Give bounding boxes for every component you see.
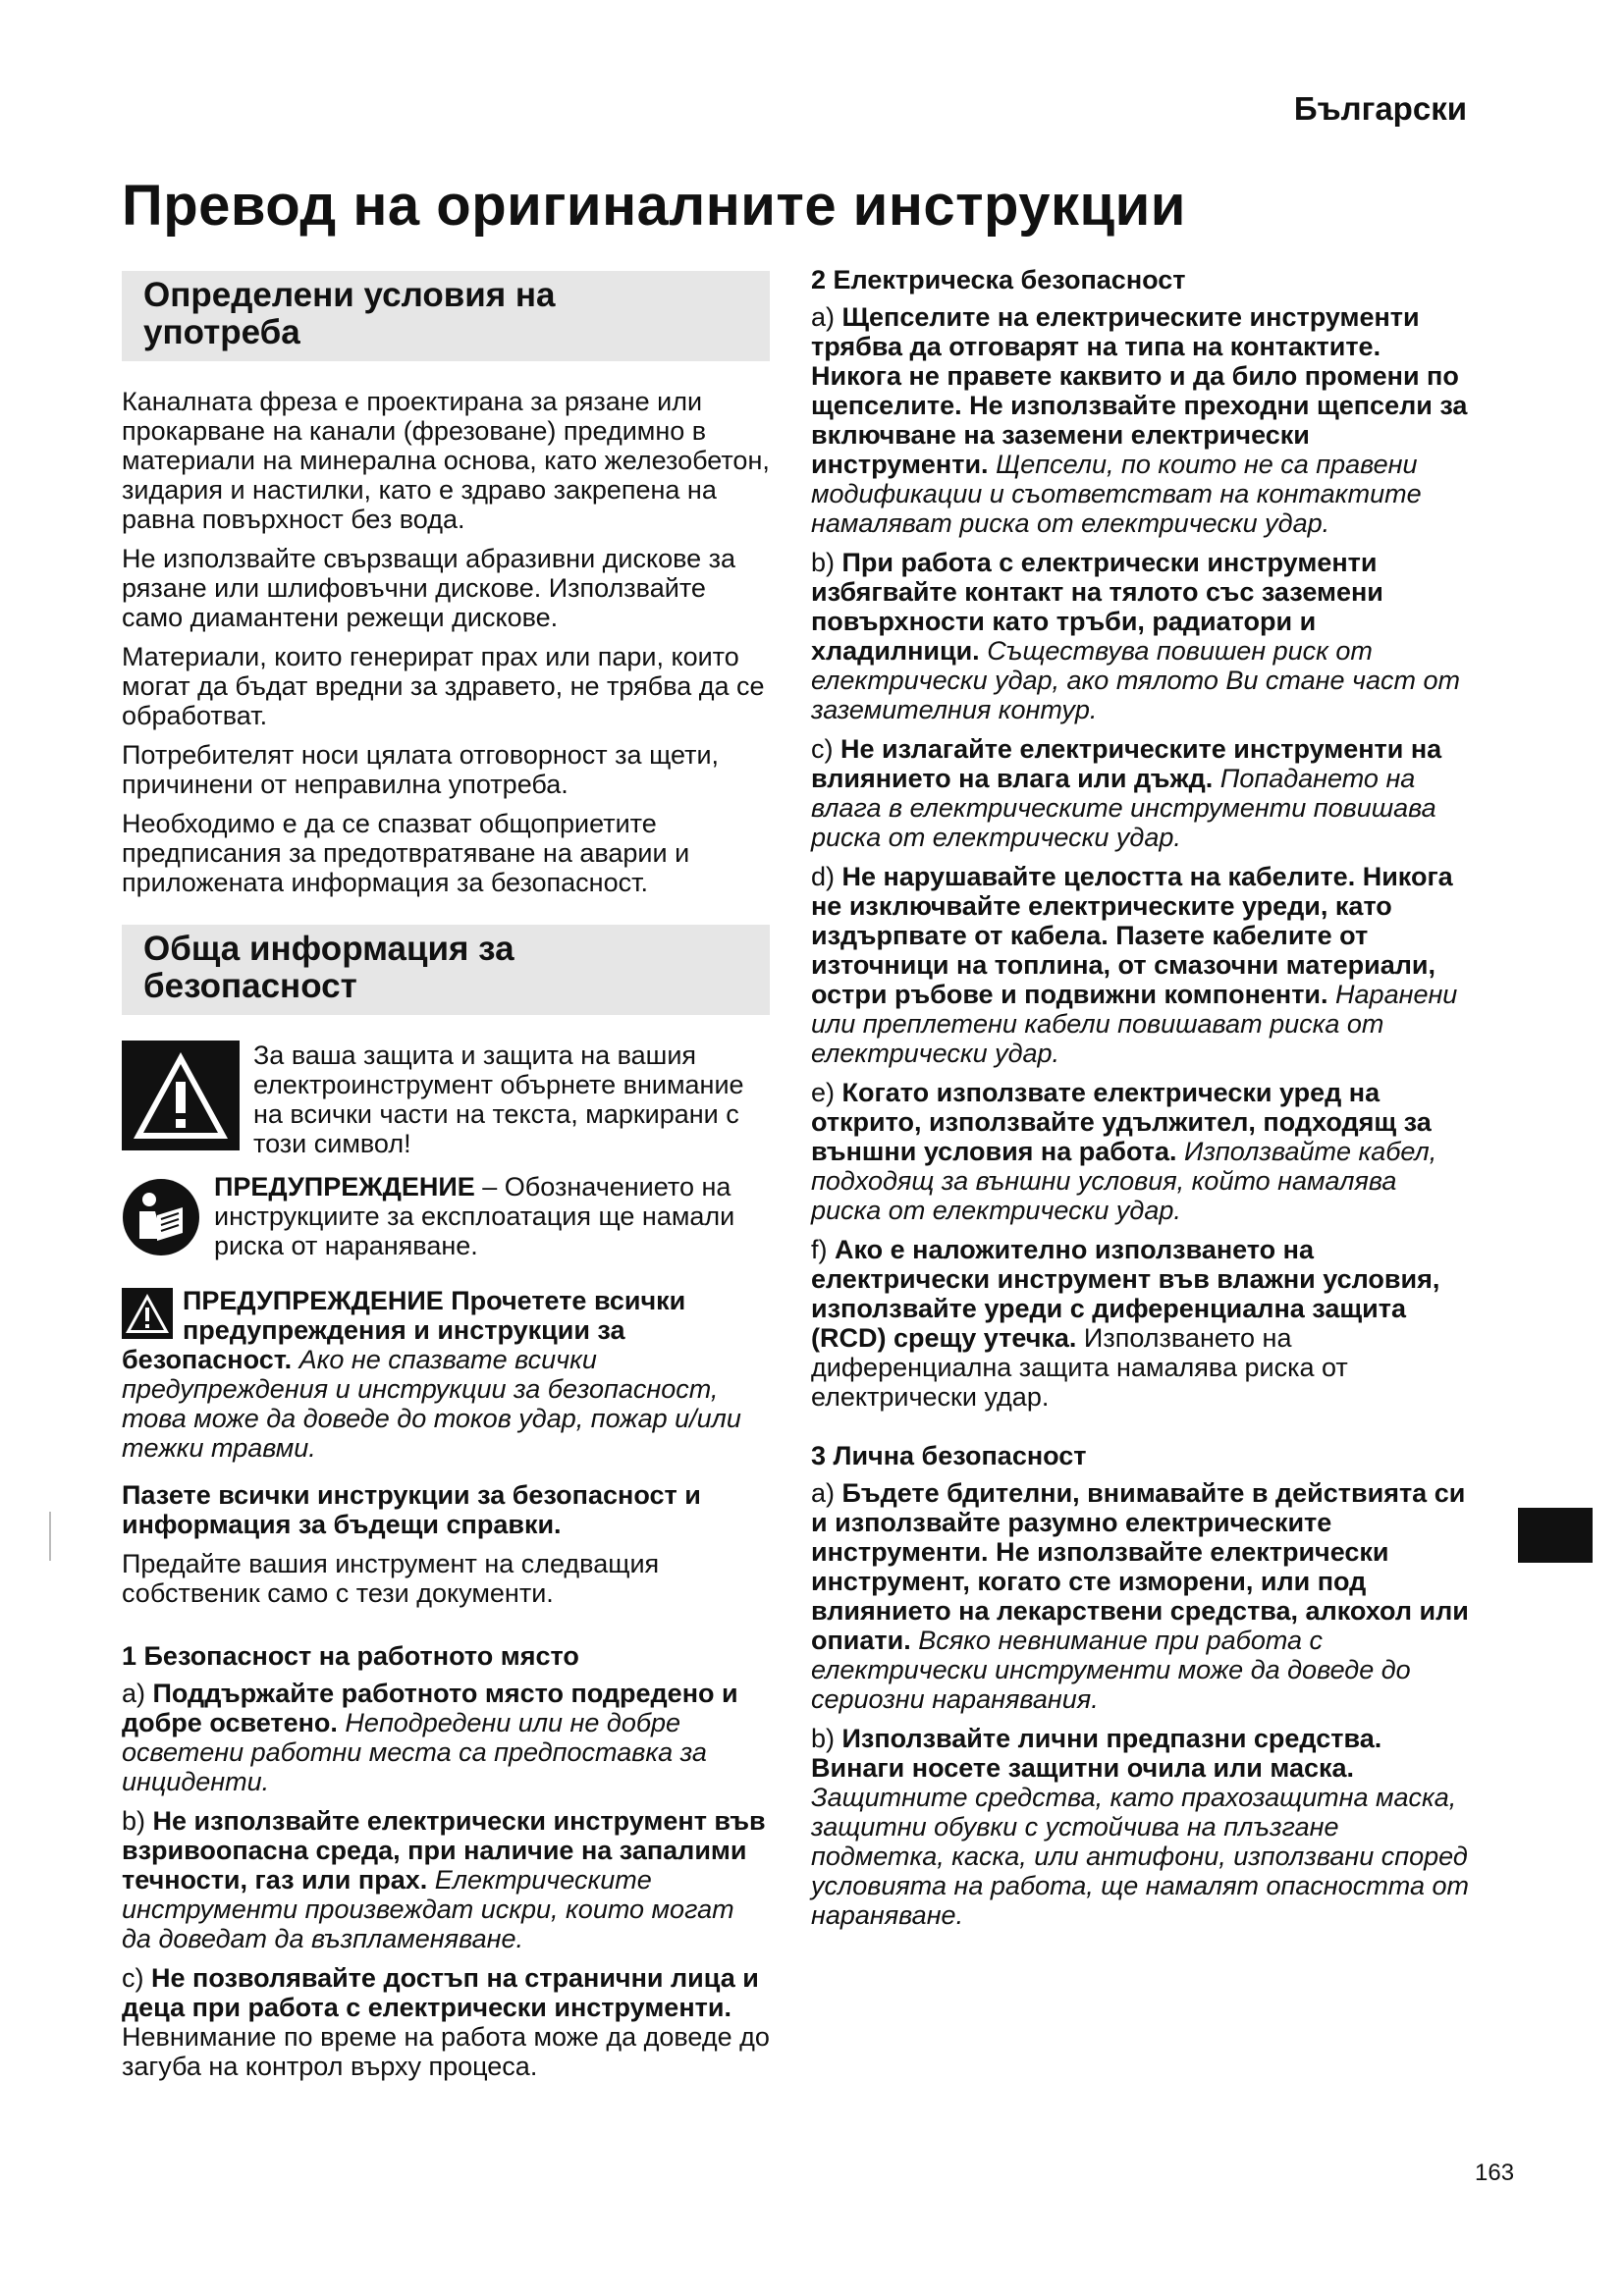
paragraph: Потребителят носи цялата отговорност за щети, причинени от неправилна употреба. — [122, 740, 720, 799]
list-item: a) Бъдете бдителни, внимавайте в действията си и използвайте разумно електрическите инструменти. Не използвайте електрически инструмент, когато сте изморени, или под влиянието на лекарствени средства, алкохол или опиати. Всяко невнимание при работа с електрически инструменти може да доведе до сериозни наранявания. — [811, 1478, 1469, 1714]
symbol-explanation: За ваша защита и защита на вашия електроинструмент обърнете внимание на всички части на текста, маркирани с този символ! — [253, 1041, 744, 1158]
general-safety-heading: Обща информация за безопасност — [143, 930, 514, 1005]
list-item: a) Щепселите на електрическите инструменти трябва да отговарят на типа на контактите. Никога не правете каквито и да било промени по щепселите. Не използвайте преходни щепсели за включване на заземени електрически инструменти. Щепсели, по които не са правени модификации и съответстват на контактите намаляват риска от електрически удар. — [811, 302, 1468, 538]
list-item: a) Поддържайте работното място подредено и добре осветено. Неподредени или не добре осветени работни места са предпоставка за инциденти. — [122, 1679, 738, 1796]
warning-triangle-icon — [122, 1288, 173, 1339]
language-label: Български — [1293, 90, 1467, 127]
section-tab-marker — [1518, 1508, 1593, 1563]
paragraph: Материали, които генерират прах или пари, които могат да бъдат вредни за здравето, не трябва да се обработват. — [122, 642, 765, 730]
list-item: b) При работа с електрически инструменти избягвайте контакт на тялото със заземени повърхности като тръби, радиатори и хладилници. Съществува повишен риск от електрически удар, ако тялото Ви стане част от заземителния контур. — [811, 548, 1460, 724]
electrical-heading: 2 Електрическа безопасност — [811, 265, 1186, 294]
warning-symbol-row — [122, 1041, 770, 1158]
paragraph: Не използвайте свързващи абразивни дискове за рязане или шлифовъчни дискове. Използвайте само диамантени режещи дискове. — [122, 544, 736, 632]
paragraph: Предайте вашия инструмент на следващия собственик само с тези документи. — [122, 1549, 660, 1608]
margin-mark — [49, 1512, 51, 1561]
list-item: f) Ако е наложително използването на електрически инструмент във влажни условия, използвайте уреди с диференциална защита (RCD) срещу утечка. Използването на диференциална защита намалява риска от електрически удар. — [811, 1235, 1440, 1412]
general-warning: ПРЕДУПРЕЖДЕНИЕ Прочетете всички предупреждения и инструкции за безопасност. Ако не спазвате всички предупреждения и инструкции за безопасност, това може да доведе до токов удар, пожар и/или тежки травми. — [122, 1286, 741, 1463]
right-column — [811, 265, 1469, 1940]
left-column — [122, 271, 770, 2091]
list-item: b) Не използвайте електрически инструмент във взривоопасна среда, при наличие на запалими течности, газ или прах. Електрическите инструменти произвеждат искри, които могат да доведат да възпламеняване. — [122, 1806, 766, 1953]
list-item: c) Не излагайте електрическите инструменти на влиянието на влага или дъжд. Попадането на влага в електрическите инструменти повишава риска от електрически удар. — [811, 734, 1442, 852]
manual-symbol-row — [122, 1172, 770, 1260]
keep-instructions: Пазете всички инструкции за безопасност и информация за бъдещи справки. — [122, 1480, 701, 1539]
personal-heading: 3 Лична безопасност — [811, 1441, 1087, 1470]
page-number: 163 — [1475, 2160, 1515, 2186]
read-manual-icon — [122, 1178, 200, 1256]
manual-explanation: ПРЕДУПРЕЖДЕНИЕ – Обозначението на инструкциите за експлоатация ще намали риска от нараняване. — [214, 1172, 735, 1260]
work-area-heading: 1 Безопасност на работното място — [122, 1641, 579, 1671]
intended-use-heading: Определени условия на употреба — [143, 276, 556, 351]
general-safety-heading-box — [122, 925, 770, 1015]
list-item: c) Не позволявайте достъп на странични лица и деца при работа с електрически инструменти. Невнимание по време на работа може да доведе до загуба на контрол върху процеса. — [122, 1963, 770, 2081]
list-item: b) Използвайте лични предпазни средства. Винаги носете защитни очила или маска. Защитните средства, като прахозащитна маска, защитни обувки с устойчива на плъзгане подметка, каска, или антифони, използвани според условията на работа, ще намалят опасността от нараняване. — [811, 1724, 1470, 1930]
document-title: Превод на оригиналните инструкции — [122, 174, 1186, 238]
list-item: d) Не нарушавайте целостта на кабелите. Никога не изключвайте електрическите уреди, като издърпвате от кабела. Пазете кабелите от източници на топлина, от смазочни материали, остри ръбове и подвижни компоненти. Наранени или преплетени кабели повишават риска от електрически удар. — [811, 862, 1458, 1068]
intended-use-heading-box — [122, 271, 770, 361]
list-item: e) Когато използвате електрически уред на открито, използвайте удължител, подходящ за външни условия на работа. Използвайте кабел, подходящ за външни условия, който намалява риска от електрически удар. — [811, 1078, 1437, 1225]
paragraph: Каналната фреза е проектирана за рязане или прокарване на канали (фрезоване) предимно в материали на минерална основа, като железобетон, зидария и настилки, като е здраво закрепена на равна повърхност без вода. — [122, 387, 770, 534]
paragraph: Необходимо е да се спазват общоприетите предписания за предотвратяване на аварии и приложената информация за безопасност. — [122, 809, 690, 897]
warning-triangle-icon — [122, 1041, 240, 1150]
